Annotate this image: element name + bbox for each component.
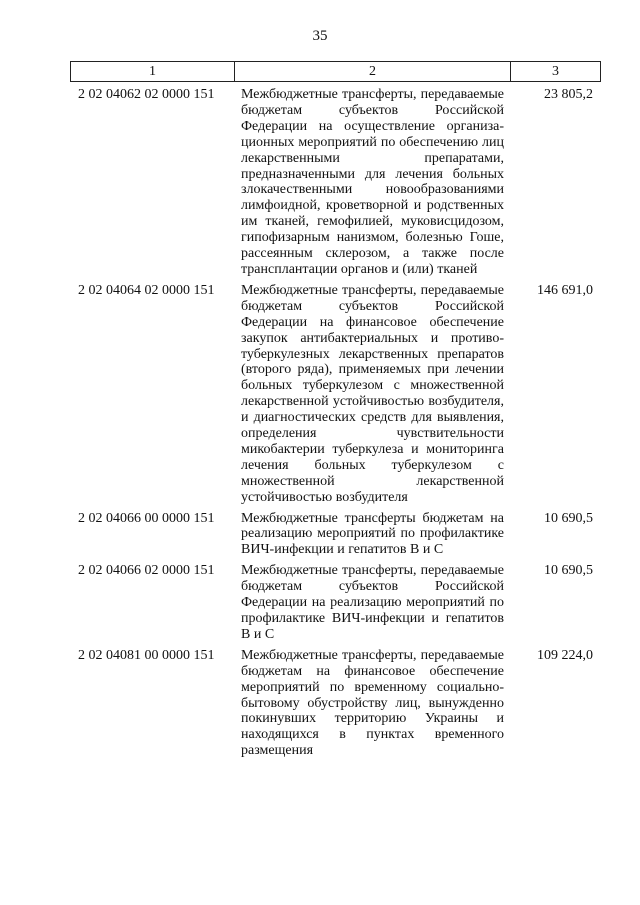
- table-header: [70, 61, 601, 82]
- budget-code: 2 02 04081 00 0000 151: [78, 647, 215, 663]
- budget-code: 2 02 04062 02 0000 151: [78, 87, 215, 102]
- column-header-1: 1: [71, 62, 235, 81]
- amount: 10 690,5: [544, 563, 593, 579]
- column-header-3: 3: [552, 64, 559, 79]
- amount: 23 805,2: [544, 87, 593, 102]
- transfer-description: Межбюджетные трансферты бюджетам на реализацию мероприятий по профилактике ВИЧ-инфекции и гепатитов В и С: [241, 510, 504, 558]
- amount: 146 691,0: [537, 282, 593, 298]
- budget-code: 2 02 04064 02 0000 151: [78, 282, 215, 298]
- budget-code: 2 02 04066 00 0000 151: [78, 510, 215, 526]
- column-header-2: 2: [235, 62, 511, 81]
- table-row: [70, 563, 601, 643]
- transfer-description: Межбюджетные трансферты, передаваемые бюджетам на финансовое обеспечение мероприятий по временному социально-бытовому обустройству лиц, вынужденно покинувших территорию Украины и находящихся в пунктах временного размещения: [241, 647, 504, 759]
- transfer-description: Межбюджетные трансферты, передаваемые бюджетам субъектов Российской Федерации на реализацию мероприятий по профилактике ВИЧ-инфекции и гепатитов В и С: [241, 563, 504, 642]
- amount: 10 690,5: [544, 510, 593, 526]
- amount: 109 224,0: [537, 647, 593, 663]
- table-row: [70, 283, 601, 506]
- table-row: [70, 87, 601, 278]
- transfer-description: Межбюджетные трансферты, передаваемые бюджетам субъектов Российской Федерации на финансовое обеспечение закупок антибактериальных и противотуберкулезных лекарственных препаратов (второго ряда), применяемых при лечении больных туберкулезом с множественной лекарственной устойчивостью возбудителя, и диагностических средств для выявления, определения чувствительности микобактерии туберкулеза и мониторинга лечения больных туберкулезом с множественной лекарственной устойчивостью возбудителя: [241, 282, 504, 505]
- budget-table: [70, 61, 601, 759]
- page-number: 35: [312, 28, 328, 44]
- table-row: [70, 511, 601, 559]
- table-row: [70, 648, 601, 759]
- budget-code: 2 02 04066 02 0000 151: [78, 563, 215, 579]
- transfer-description: Межбюджетные трансферты, передаваемые бюджетам субъектов Российской Федерации на осуществление организационных мероприятий по обеспечению лиц лекарственными препаратами, предназначенными для лечения больных злокачественными новообразованиями лимфоидной, кроветворной и родственных им тканей, гемофилией, муковисцидозом, гипофизарным нанизмом, болезнью Гоше, рассеянным склерозом, а также после трансплантации органов и (или) тканей: [241, 87, 504, 277]
